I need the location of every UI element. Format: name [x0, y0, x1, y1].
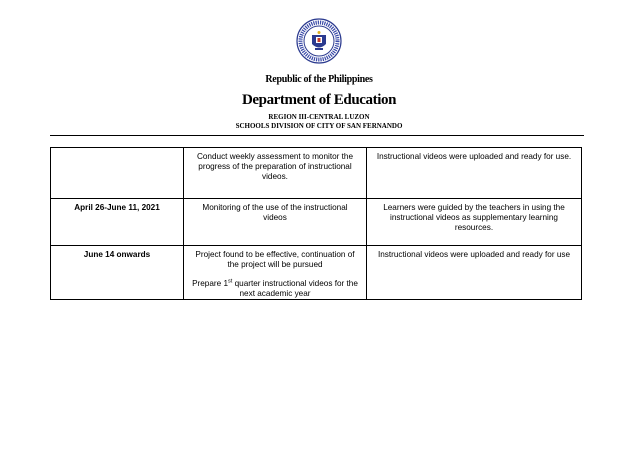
department-title: Department of Education — [241, 92, 397, 108]
activity-text-2 — [190, 279, 360, 299]
table-row — [51, 148, 582, 199]
output-cell: Instructional videos were uploaded and ready for use. — [367, 148, 582, 199]
deped-seal-icon — [296, 18, 342, 64]
plan-table — [50, 147, 581, 300]
output-cell: Instructional videos were uploaded and ready for use — [367, 246, 582, 300]
activity-cell — [184, 199, 367, 246]
activity-prefix: Prepare 1 — [192, 279, 229, 288]
activity-cell — [184, 246, 367, 300]
table-row — [51, 246, 582, 300]
activity-cell — [184, 148, 367, 199]
activity-suffix: quarter instructional videos for the next academic year — [232, 279, 358, 298]
activity-text: Conduct weekly assessment to monitor the progress of the preparation of instructional videos. — [196, 152, 354, 181]
activity-text: Project found to be effective, continuation of the project will be pursued — [195, 250, 355, 269]
activity-text: Monitoring of the use of the instructional videos — [202, 203, 348, 222]
table-row — [51, 199, 582, 246]
date-cell: June 14 onwards — [51, 246, 184, 300]
header-divider — [50, 135, 584, 136]
date-cell — [51, 148, 184, 199]
region-line: REGION III-CENTRAL LUZON — [268, 113, 370, 121]
ordinal-suffix: st — [228, 278, 233, 285]
date-cell: April 26-June 11, 2021 — [51, 199, 184, 246]
republic-line: Republic of the Philippines — [265, 74, 373, 85]
division-line: SCHOOLS DIVISION OF CITY OF SAN FERNANDO — [235, 122, 403, 130]
output-cell: Learners were guided by the teachers in using the instructional videos as supplementary learning resources. — [367, 199, 582, 246]
